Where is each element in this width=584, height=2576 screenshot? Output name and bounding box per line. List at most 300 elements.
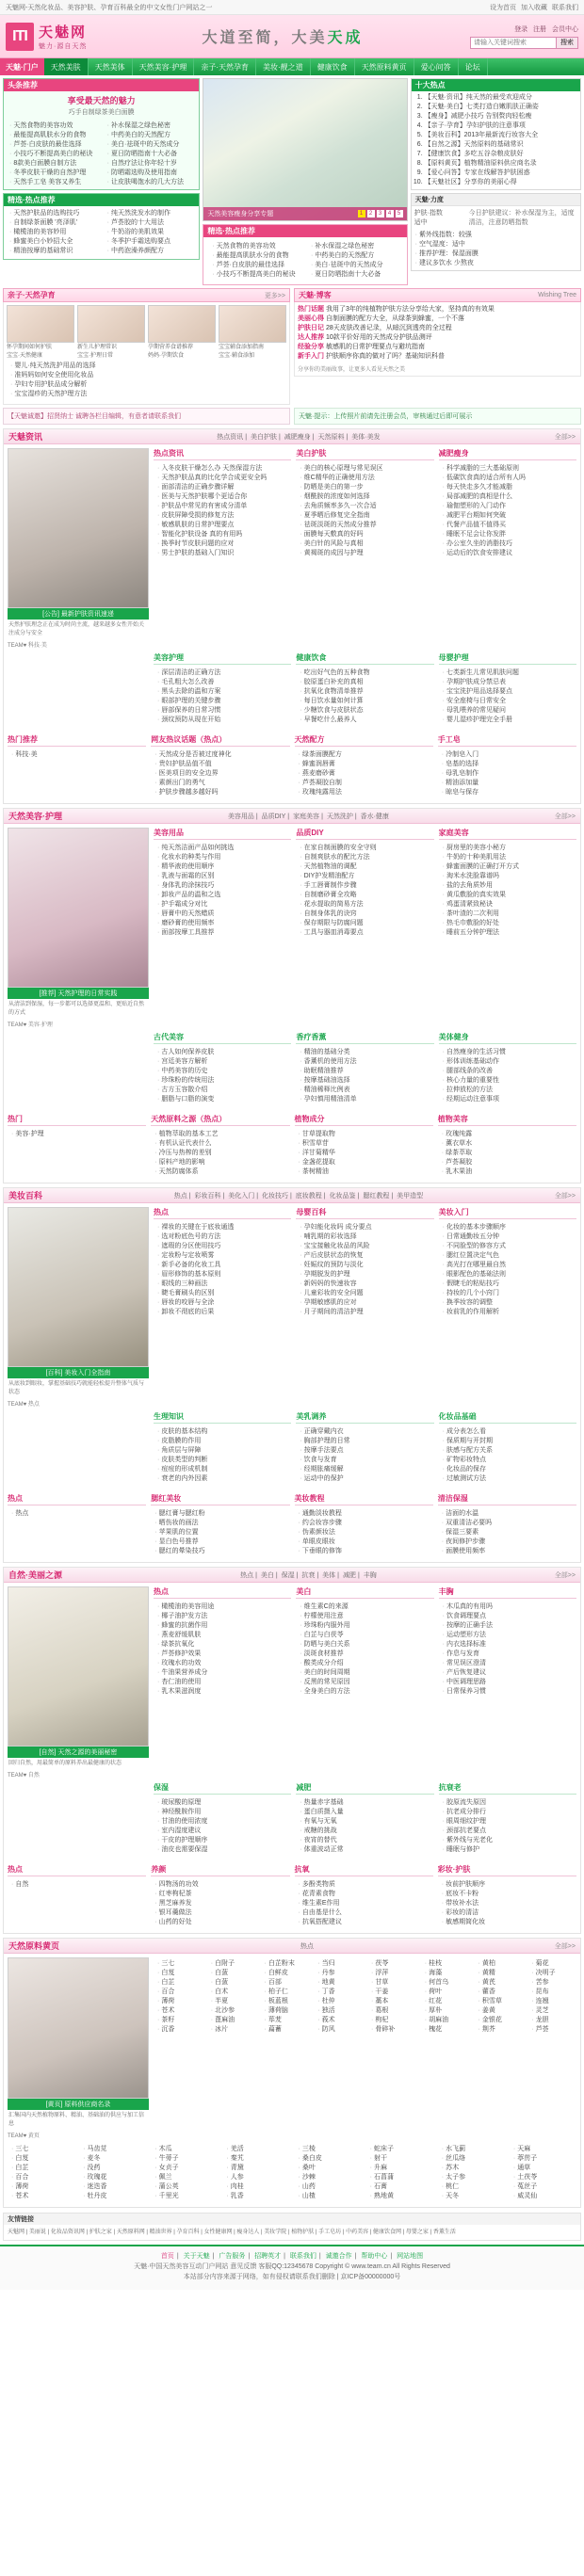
list-item[interactable]: · 素颜出门的勇气: [154, 779, 285, 788]
list-item[interactable]: · 北沙参: [211, 2006, 252, 2016]
list-item[interactable]: · 菟丝子: [513, 2182, 573, 2192]
list-item[interactable]: · 桃仁: [442, 2182, 501, 2192]
list-item[interactable]: · 护肤步骤越多越好吗: [154, 788, 285, 797]
list-item[interactable]: · 带妆补水法: [442, 1899, 573, 1908]
nav-item-3[interactable]: 亲子·天然孕育: [194, 58, 256, 75]
list-item[interactable]: · 射干: [370, 2154, 430, 2164]
list-item[interactable]: · 蜂蜜面膜的正确打开方式: [443, 862, 573, 872]
list-item[interactable]: 6. 【自然之源】天然原料的基础常识: [425, 140, 576, 150]
friend-link[interactable]: 美妆学院: [264, 2230, 287, 2235]
list-item[interactable]: · 蜂蜜美白小妙招大全: [9, 237, 96, 247]
list-item[interactable]: · 宝宝接触化妆品的风险: [300, 1242, 430, 1251]
list-item[interactable]: · 腮红膏与腮红粉: [154, 1509, 285, 1519]
list-item[interactable]: · 三七: [157, 1959, 199, 1969]
list-item[interactable]: · 丹参: [317, 1969, 359, 1978]
list-item[interactable]: · 菊花: [531, 1959, 573, 1969]
list-item[interactable]: · 深层清洁的正确方法: [157, 668, 287, 678]
list-item[interactable]: · 黑头去除的温和方案: [157, 687, 287, 697]
list-item[interactable]: · 威灵仙: [513, 2192, 573, 2201]
list-item[interactable]: · 芦荟凝胶: [442, 1158, 573, 1167]
list-item[interactable]: · 茶籽: [157, 2016, 199, 2025]
list-item[interactable]: · 天然防腐体系: [154, 1167, 285, 1177]
list-item[interactable]: · 银耳羹做法: [154, 1908, 285, 1918]
section-tag[interactable]: 丰胸: [363, 1571, 377, 1579]
list-item[interactable]: · 科技·美: [11, 750, 142, 760]
footer-link-home[interactable]: 首页: [160, 2253, 174, 2260]
list-item[interactable]: · 百合: [157, 1988, 199, 1997]
list-item[interactable]: · 薄荷: [11, 2182, 71, 2192]
list-item[interactable]: · 甘草: [371, 1978, 413, 1988]
list-item[interactable]: 3. 【瘦身】减肥小技巧 告别赘肉轻松瘦: [425, 112, 576, 121]
list-item[interactable]: · 橄榄油的美容用途: [157, 1602, 287, 1612]
footer-link-help[interactable]: 帮助中心: [361, 2253, 388, 2260]
list-item[interactable]: · 黄褐斑的成因与护理: [300, 549, 430, 558]
gallery-dot-3[interactable]: 3: [377, 210, 384, 217]
list-item[interactable]: · 茶树精油: [299, 1167, 430, 1177]
list-item[interactable]: · 最能提高肌肤水分的食物: [9, 131, 96, 140]
list-item[interactable]: · 热毛巾敷脸的好处: [443, 919, 573, 928]
list-item[interactable]: · 衰老的内外因素: [157, 1474, 287, 1484]
list-item[interactable]: · 护肤品中常见的有害成分清单: [157, 502, 287, 511]
list-item[interactable]: · 绿茶抗氧化: [157, 1640, 287, 1650]
list-item[interactable]: · 角质层与屏障: [157, 1446, 287, 1456]
list-item[interactable]: · 茶叶渣的二次利用: [443, 910, 573, 919]
list-item[interactable]: · 颈纹预防从现在开始: [157, 716, 287, 725]
list-item[interactable]: · 按摩的正确手法: [443, 1621, 573, 1631]
list-item[interactable]: · 淘米水洗脸靠谱吗: [443, 872, 573, 881]
list-item[interactable]: · 彩妆的清洁: [442, 1908, 573, 1918]
list-item[interactable]: · 乳香: [226, 2192, 285, 2201]
list-item[interactable]: · 升麻: [370, 2164, 430, 2173]
list-item[interactable]: · 千里光: [154, 2192, 214, 2201]
list-item[interactable]: · 智能化护肤设备 真的有用吗: [157, 530, 287, 539]
gallery-dot-4[interactable]: 4: [386, 210, 394, 217]
friend-link[interactable]: 中药美容: [346, 2230, 369, 2235]
list-item[interactable]: · 经期胀痛缓解: [300, 1465, 430, 1474]
list-item[interactable]: · 伪素颜妆法: [299, 1528, 430, 1538]
section-tag[interactable]: 保湿: [281, 1571, 295, 1579]
list-item[interactable]: · 蛋白质摄入量: [300, 1808, 430, 1817]
list-item[interactable]: · 天冬: [442, 2192, 501, 2201]
list-item[interactable]: · 产后恢复建议: [443, 1668, 573, 1678]
list-item[interactable]: · 化妆品的保存: [443, 1465, 573, 1474]
list-item[interactable]: · 昆布: [531, 1988, 573, 1997]
list-item[interactable]: · 化妆的基本步骤顺序: [443, 1223, 573, 1232]
list-item[interactable]: · 纯天然洗发水的制作: [107, 209, 194, 218]
list-item[interactable]: · 灵芝: [531, 2006, 573, 2016]
list-item[interactable]: · 牛奶浴的美肌效果: [107, 228, 194, 237]
list-item[interactable]: · 痘痘的形成机制: [157, 1465, 287, 1474]
section-tag[interactable]: 减肥: [342, 1571, 356, 1579]
list-item[interactable]: · 积雪草: [479, 1997, 520, 2006]
friend-link[interactable]: 护肤之家: [89, 2230, 112, 2235]
friend-link[interactable]: 精油世界: [149, 2230, 172, 2235]
list-item[interactable]: · 腮红的晕染技巧: [154, 1547, 285, 1556]
list-item[interactable]: · 七类新生儿常见肌肤问题: [443, 668, 573, 678]
list-item[interactable]: · 姜黄: [479, 2006, 520, 2016]
list-item[interactable]: · 木瓜: [154, 2145, 214, 2154]
list-item[interactable]: · 减肥平台期如何突破: [443, 511, 573, 521]
list-item[interactable]: · 贵妇护肤品值不值: [154, 760, 285, 769]
list-item[interactable]: · 珍珠粉的传统用法: [157, 1076, 287, 1086]
list-item[interactable]: · 佩兰: [154, 2173, 214, 2182]
list-item[interactable]: · 哺乳期的彩妆选择: [300, 1232, 430, 1242]
list-item[interactable]: · 决明子: [531, 1969, 573, 1978]
list-item[interactable]: · 选对粉底色号的方法: [157, 1232, 287, 1242]
list-item[interactable]: · 芦荟: [531, 2025, 573, 2035]
list-item[interactable]: · 瑜伽塑形的入门动作: [443, 502, 573, 511]
list-item[interactable]: 1. 【天魅·资讯】纯天然的最受欢迎成分: [425, 93, 576, 103]
list-item[interactable]: · 甘油的使用浓度: [157, 1817, 287, 1827]
list-item[interactable]: · 淡斑食材推荐: [300, 1650, 430, 1659]
list-item[interactable]: · 葛根: [371, 2006, 413, 2016]
list-item[interactable]: · 蓖麻油: [211, 2016, 252, 2025]
list-item[interactable]: · 芦荟·白皮肤的最佳选择: [9, 140, 96, 150]
list-item[interactable]: · 保质期与开封期: [443, 1437, 573, 1446]
list-item[interactable]: · 多酚类物质: [299, 1880, 430, 1890]
list-item[interactable]: · 女贞子: [154, 2164, 214, 2173]
list-item[interactable]: · 萹蓄: [265, 2025, 306, 2035]
list-item[interactable]: · 妆前护肤顺序: [442, 1880, 573, 1890]
section-tag[interactable]: 化妆技巧: [262, 1192, 289, 1199]
list-item[interactable]: · 每日饮水量如何计算: [300, 697, 430, 706]
list-item[interactable]: · 蛇床子: [370, 2145, 430, 2154]
list-item[interactable]: · 作息与发育: [443, 1650, 573, 1659]
list-item[interactable]: · 经期运动注意事项: [443, 1095, 573, 1104]
list-item[interactable]: · 鸡蛋清紧致秘诀: [443, 900, 573, 910]
friend-link[interactable]: 香薰生活: [432, 2230, 456, 2235]
directory-hot-label[interactable]: 热点: [300, 1942, 314, 1950]
list-item[interactable]: · 假睫毛的粘贴技巧: [443, 1280, 573, 1289]
list-item[interactable]: · 胸部护理的日常: [300, 1437, 430, 1446]
list-item[interactable]: · 白芷: [157, 1978, 199, 1988]
section-photo[interactable]: [8, 1586, 149, 1779]
list-item[interactable]: · 自然瘦身的生活习惯: [443, 1048, 573, 1057]
list-item[interactable]: · 维生素C的来源: [300, 1602, 430, 1612]
nav-item-6[interactable]: 天然原料黄页: [355, 58, 414, 75]
list-item[interactable]: · 独活: [317, 2006, 359, 2016]
section-tag[interactable]: 热点资讯: [217, 433, 244, 441]
blog-row[interactable]: [298, 333, 577, 343]
blog-row[interactable]: [298, 324, 577, 333]
list-item[interactable]: · 没药: [83, 2164, 142, 2173]
nav-item-7[interactable]: 爱心问答: [414, 58, 459, 75]
section-tag[interactable]: 美甲造型: [397, 1192, 424, 1199]
list-item[interactable]: · 宝宝洗护用品选择要点: [443, 687, 573, 697]
friend-link[interactable]: 植物护肤: [291, 2230, 315, 2235]
headline-title[interactable]: 享受最天然的魅力: [67, 96, 136, 105]
list-item[interactable]: · 地黄: [317, 1978, 359, 1988]
list-item[interactable]: · 眉形修饰的基本原则: [157, 1270, 287, 1280]
list-item[interactable]: · 沙棘: [299, 2173, 358, 2182]
list-item[interactable]: · 芦荟修护效果: [157, 1650, 287, 1659]
contact-link[interactable]: 联系我们: [552, 4, 578, 11]
list-item[interactable]: · 夏日防晒指南十大必备: [107, 150, 194, 159]
list-item[interactable]: · 天然植物油的调配: [300, 862, 430, 872]
list-item[interactable]: · 皂基的选择: [442, 760, 573, 769]
list-item[interactable]: · 白蔹: [211, 1978, 252, 1988]
list-item[interactable]: · 化妆水的种类与作用: [157, 853, 287, 862]
list-item[interactable]: · 盐的去角质妙用: [443, 881, 573, 891]
list-item[interactable]: · 藁本: [371, 1997, 413, 2006]
list-item[interactable]: · 乳木果油: [442, 1167, 573, 1177]
list-item[interactable]: · 代餐产品值不值得买: [443, 521, 573, 530]
list-item[interactable]: · 青黛: [226, 2164, 285, 2173]
list-item[interactable]: · 按摩手法要点: [300, 1446, 430, 1456]
list-item[interactable]: · 胶原蛋白补充的真相: [300, 678, 430, 687]
list-item[interactable]: · 儿童彩妆的安全问题: [300, 1289, 430, 1298]
list-item[interactable]: · 薰衣草水: [442, 1139, 573, 1149]
list-item[interactable]: 4. 【亲子·孕育】孕妇护肤的注意事项: [425, 121, 576, 131]
list-item[interactable]: · 高光打在哪里最自然: [443, 1261, 573, 1270]
list-item[interactable]: · 孕期护肤成分禁忌表: [443, 678, 573, 687]
list-item[interactable]: · 丝瓜络: [442, 2154, 501, 2164]
list-item[interactable]: · 肉桂: [226, 2182, 285, 2192]
list-item[interactable]: · 睫毛膏刷头的区别: [157, 1289, 287, 1298]
list-item[interactable]: · 何首乌: [425, 1978, 466, 1988]
list-item[interactable]: · 运动塑形方法: [443, 1631, 573, 1640]
list-item[interactable]: · 医美与天然护肤哪个更适合你: [157, 492, 287, 502]
blog-row[interactable]: [298, 314, 577, 324]
list-item[interactable]: · 红枣枸杞茶: [154, 1890, 285, 1899]
list-item[interactable]: · 工具与器皿消毒要点: [300, 928, 430, 938]
list-item[interactable]: · 冬季护手霜选购要点: [107, 237, 194, 247]
list-item[interactable]: · 枸杞: [371, 2016, 413, 2025]
list-item[interactable]: · 补水保湿之绿色秘密: [311, 242, 398, 251]
list-item[interactable]: · 迷迭香: [83, 2182, 142, 2192]
list-item[interactable]: · 油皮也需要保湿: [157, 1845, 287, 1855]
list-item[interactable]: · 白芷: [11, 2164, 71, 2173]
friend-link[interactable]: 健康饮食网: [372, 2230, 401, 2235]
list-item[interactable]: · 烟酰胺的浓度如何选择: [300, 492, 430, 502]
list-item[interactable]: · 底妆不卡粉: [442, 1890, 573, 1899]
list-item[interactable]: · 洁面的水温: [442, 1509, 573, 1519]
list-item[interactable]: · 保湿三要素: [442, 1528, 573, 1538]
list-item[interactable]: · 8款美白面膜自制方法: [9, 159, 96, 169]
section-more-link[interactable]: 全部>>: [554, 1942, 576, 1950]
list-item[interactable]: · 新妈妈的快速妆容: [300, 1280, 430, 1289]
list-item[interactable]: · 白附子: [211, 1959, 252, 1969]
list-item[interactable]: · 美白的核心原理与常见误区: [300, 464, 430, 474]
list-item[interactable]: · DIY护发精油配方: [300, 872, 430, 881]
list-item[interactable]: · 每天快走多久才能减脂: [443, 483, 573, 492]
list-item[interactable]: · 准妈妈如何安全使用化妆品: [10, 371, 283, 380]
list-item[interactable]: · 去角质频率多久一次合适: [300, 502, 430, 511]
section-tag[interactable]: 香水·健康: [360, 813, 389, 820]
list-item[interactable]: · 小技巧不断提高美白的秘诀: [9, 150, 96, 159]
list-item[interactable]: · 妊娠纹的预防与淡化: [300, 1261, 430, 1270]
list-item[interactable]: · 眼周细纹护理: [443, 1817, 573, 1827]
list-item[interactable]: · 绿茶面膜配方: [299, 750, 430, 760]
list-item[interactable]: · 让皮肤喝饱水的几大方法: [107, 178, 194, 187]
section-tag[interactable]: 腮红教程: [363, 1192, 390, 1199]
list-item[interactable]: · 连翘: [531, 1997, 573, 2006]
list-item[interactable]: · 中药泡澡养颜配方: [107, 247, 194, 256]
search-input[interactable]: [470, 37, 557, 49]
section-tag[interactable]: 化妆品鉴: [329, 1192, 356, 1199]
list-item[interactable]: · 酸类成分介绍: [300, 1659, 430, 1668]
list-item[interactable]: · 水飞蓟: [442, 2145, 501, 2154]
list-item[interactable]: · 麦冬: [83, 2154, 142, 2164]
friend-link[interactable]: 化妆品资讯网: [50, 2230, 85, 2235]
list-item[interactable]: · 荷叶: [425, 1988, 466, 1997]
list-item[interactable]: · 胶原流失原因: [443, 1798, 573, 1808]
section-tag[interactable]: 天然原料: [317, 433, 345, 441]
list-item[interactable]: · 燕麦舒缓肌肤: [157, 1631, 287, 1640]
list-item[interactable]: · 骨碎补: [371, 2025, 413, 2035]
nav-item-0[interactable]: 天然美肤: [44, 58, 89, 75]
section-tag[interactable]: 美体·美发: [351, 433, 381, 441]
list-item[interactable]: · 白芨: [11, 2154, 71, 2164]
list-item[interactable]: · 运动后的饮食安排建议: [443, 549, 573, 558]
set-homepage-link[interactable]: 设为首页: [490, 4, 516, 11]
friend-link[interactable]: 孕育百科: [176, 2230, 200, 2235]
list-item[interactable]: · 面部按摩工具推荐: [157, 928, 287, 938]
list-item[interactable]: · 吃出好气色的五种食物: [300, 668, 430, 678]
list-item[interactable]: · 唇妆的咬唇与全涂: [157, 1298, 287, 1308]
nav-item-5[interactable]: 健康饮食: [311, 58, 355, 75]
list-item[interactable]: · 神经酰胺作用: [157, 1808, 287, 1817]
list-item[interactable]: · 宝宝湿疹的天然护理方法: [10, 390, 283, 399]
list-item[interactable]: · 皮肤屏障受损的修复方法: [157, 511, 287, 521]
list-item[interactable]: · 维C精华的正确使用方法: [300, 474, 430, 483]
list-item[interactable]: · 裸妆的关键在于底妆通透: [157, 1223, 287, 1232]
section-tag[interactable]: 减肥瘦身: [284, 433, 311, 441]
blog-row[interactable]: [298, 352, 577, 362]
list-item[interactable]: · 薄荷: [157, 1997, 199, 2006]
section-tag[interactable]: 热点: [173, 1192, 187, 1199]
list-item[interactable]: · 芦荟·白皮肤的最佳选择: [212, 261, 300, 270]
list-item[interactable]: · 面膜每天敷真的好吗: [300, 530, 430, 539]
member-center-link[interactable]: 会员中心: [552, 25, 578, 33]
list-item[interactable]: · 体重波动正常: [300, 1845, 430, 1855]
blog-row[interactable]: [298, 343, 577, 352]
list-item[interactable]: · 积雪草苷: [299, 1139, 430, 1149]
list-item[interactable]: · 苍术: [11, 2192, 71, 2201]
list-item[interactable]: · 面膜使用频率: [442, 1547, 573, 1556]
list-item[interactable]: · 乳木果滋润度: [157, 1687, 287, 1697]
search-button[interactable]: 搜索: [557, 37, 578, 49]
friend-link[interactable]: 母婴之家: [405, 2230, 429, 2235]
add-favorite-link[interactable]: 加入收藏: [521, 4, 547, 11]
list-item[interactable]: · 精油的基础分类: [300, 1048, 430, 1057]
baby-more-link[interactable]: 更多>>: [264, 292, 285, 299]
list-item[interactable]: · 睡前五分钟护理法: [443, 928, 573, 938]
list-item[interactable]: · 祛斑淡斑的天然成分推荐: [300, 521, 430, 530]
footer-link-ads[interactable]: 广告服务: [219, 2253, 246, 2260]
list-item[interactable]: · 苦参: [531, 1978, 573, 1988]
list-item[interactable]: · 天麻: [513, 2145, 573, 2154]
list-item[interactable]: · 夏日防晒指南十大必备: [311, 270, 398, 280]
list-item[interactable]: · 约会妆容步骤: [299, 1519, 430, 1528]
footer-link-sitemap[interactable]: 网站地图: [397, 2253, 424, 2260]
gallery-dot-5[interactable]: 5: [396, 210, 403, 217]
list-item[interactable]: · 胭脂与口脂的演变: [157, 1095, 287, 1104]
list-item[interactable]: · 苏木: [442, 2164, 501, 2173]
list-item[interactable]: · 玫瑰纯露: [442, 1130, 573, 1139]
list-item[interactable]: · 日常通勤妆五分钟: [443, 1232, 573, 1242]
list-item[interactable]: · 半夏: [211, 1997, 252, 2006]
list-item[interactable]: · 夜宵的替代: [300, 1836, 430, 1845]
logo[interactable]: [0, 22, 141, 51]
list-item[interactable]: · 成分表怎么看: [443, 1427, 573, 1437]
list-item[interactable]: · 通草: [513, 2164, 573, 2173]
section-more-link[interactable]: 全部>>: [554, 1571, 576, 1579]
list-item[interactable]: · 丁香: [317, 1988, 359, 1997]
list-item[interactable]: · 中药美容的历史: [157, 1067, 287, 1076]
section-tag[interactable]: 彩妆百科: [194, 1192, 221, 1199]
section-more-link[interactable]: 全部>>: [554, 813, 576, 820]
list-item[interactable]: · 自制绿茶面膜 '亮泽肌': [9, 218, 96, 228]
hero-gallery[interactable]: [203, 78, 407, 221]
list-item[interactable]: · 羌活: [226, 2145, 285, 2154]
list-item[interactable]: · 科学减脂的三大基础原则: [443, 464, 573, 474]
list-item[interactable]: · 白芨: [157, 1969, 199, 1978]
list-item[interactable]: · 花水提取的简易方法: [300, 900, 430, 910]
list-item[interactable]: · 自由基是什么: [299, 1908, 430, 1918]
list-item[interactable]: · 皮肤的基本结构: [157, 1427, 287, 1437]
list-item[interactable]: · 过敏测试方法: [443, 1474, 573, 1484]
list-item[interactable]: · 唇部保养的日常习惯: [157, 706, 287, 716]
baby-card[interactable]: [148, 305, 216, 360]
list-item[interactable]: · 毛孔粗大怎么改善: [157, 678, 287, 687]
list-item[interactable]: · 眼线的三种画法: [157, 1280, 287, 1289]
list-item[interactable]: · 蒲公英: [154, 2182, 214, 2192]
list-item[interactable]: · 百合: [11, 2173, 71, 2182]
list-item[interactable]: · 双重清洁必要吗: [442, 1519, 573, 1528]
list-item[interactable]: · 太子参: [442, 2173, 501, 2182]
list-item[interactable]: · 山药的好处: [154, 1918, 285, 1927]
list-item[interactable]: · 抗氧搭配建议: [299, 1918, 430, 1927]
list-item[interactable]: · 葶苈子: [513, 2154, 573, 2164]
list-item[interactable]: · 核心力量的重要性: [443, 1076, 573, 1086]
list-item[interactable]: · 最能提高肌肤水分的食物: [212, 251, 300, 261]
list-item[interactable]: · 桑白皮: [299, 2154, 358, 2164]
list-item[interactable]: · 抗氧化食物清单推荐: [300, 687, 430, 697]
gallery-dot-1[interactable]: 1: [358, 210, 365, 217]
list-item[interactable]: · 牛油果营养成分: [157, 1668, 287, 1678]
list-item[interactable]: · 黄瓜敷脸的真实效果: [443, 891, 573, 900]
list-item[interactable]: · 美白针的风险与真相: [300, 539, 430, 549]
list-item[interactable]: · 唇膏中的天然蜡质: [157, 910, 287, 919]
nav-item-4[interactable]: 美妆·靓之道: [256, 58, 311, 75]
list-item[interactable]: · 黄芪: [479, 1978, 520, 1988]
list-item[interactable]: · 孕妇专用护肤品成分解析: [10, 380, 283, 390]
list-item[interactable]: · 孕妇慎用精油清单: [300, 1095, 430, 1104]
section-photo[interactable]: [8, 828, 149, 1028]
list-item[interactable]: · 纯天然洁面产品如何挑选: [157, 844, 287, 853]
list-item[interactable]: · 龙胆: [531, 2016, 573, 2025]
list-item[interactable]: · 运动中的保护: [300, 1474, 430, 1484]
list-item[interactable]: · 三七: [11, 2145, 71, 2154]
list-item[interactable]: · 腮红位置决定气色: [443, 1251, 573, 1261]
list-item[interactable]: · 自制磨砂膏全攻略: [300, 891, 430, 900]
list-item[interactable]: · 有氧与无氧: [300, 1817, 430, 1827]
list-item[interactable]: · 藿香: [479, 1988, 520, 1997]
list-item[interactable]: · 眼部护理的关键步骤: [157, 697, 287, 706]
list-item[interactable]: · 天然护肤品的选购技巧: [9, 209, 96, 218]
list-item[interactable]: · 茯苓: [371, 1959, 413, 1969]
list-item[interactable]: · 医美项目的安全边界: [154, 769, 285, 779]
list-item[interactable]: · 牛蒡子: [154, 2154, 214, 2164]
list-item[interactable]: · 马齿苋: [83, 2145, 142, 2154]
list-item[interactable]: · 美白·祛斑中的天然成分: [311, 261, 398, 270]
nav-item-8[interactable]: 论坛: [459, 58, 488, 75]
list-item[interactable]: · 定妆粉与定妆喷雾: [157, 1251, 287, 1261]
list-item[interactable]: · 海藻: [425, 1969, 466, 1978]
list-item[interactable]: · 美白的时间周期: [300, 1668, 430, 1678]
list-item[interactable]: · 持妆的几个小窍门: [443, 1289, 573, 1298]
